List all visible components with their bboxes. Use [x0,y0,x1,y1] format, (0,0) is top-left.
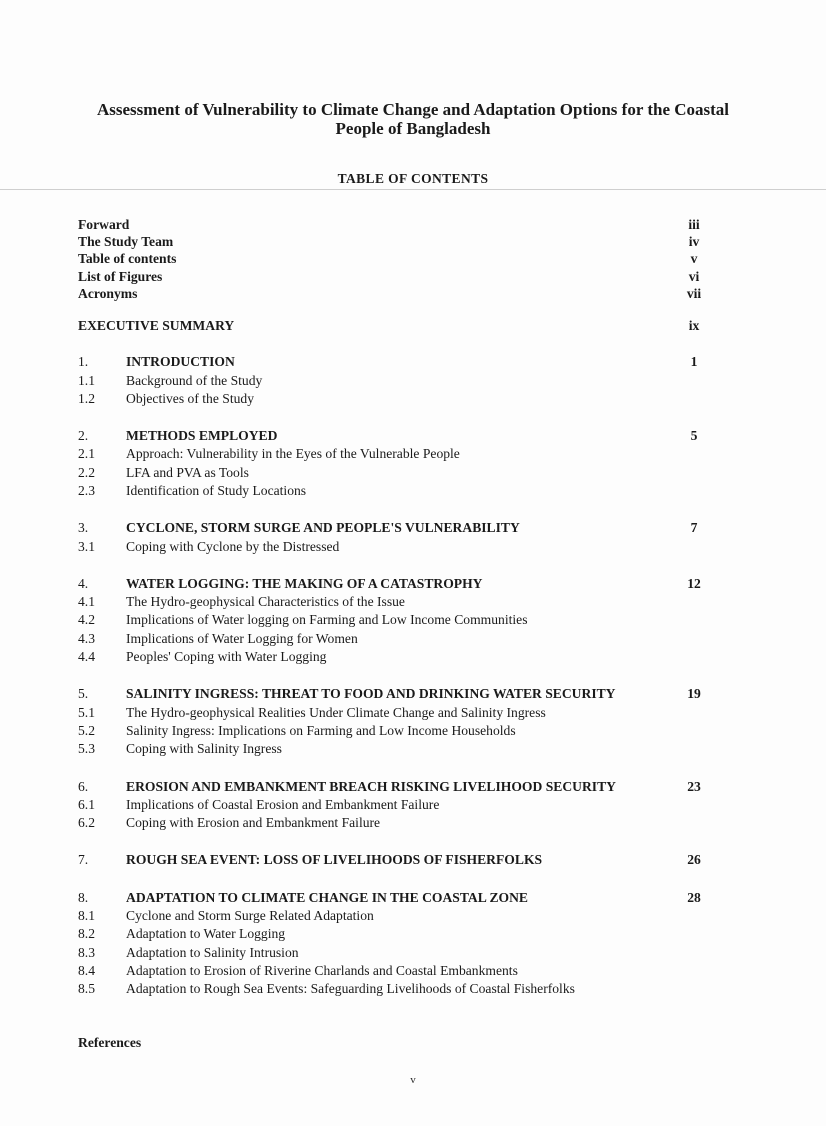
section-page-number: 26 [687,852,701,868]
toc-subsection-entry [78,980,716,998]
subsection-number: 5.1 [78,704,95,720]
subsection-number: 5.2 [78,722,95,738]
subsection-page-spacer [672,814,716,832]
toc-entry-front-matter [78,285,716,302]
subsection-title: Coping with Erosion and Embankment Failure [126,815,381,831]
toc-subsection-entry [78,796,716,814]
subsection-title: LFA and PVA as Tools [126,464,249,480]
subsection-title: Coping with Salinity Ingress [126,741,282,757]
section-title: SALINITY INGRESS: THREAT TO FOOD AND DRINKING WATER SECURITY [126,686,616,702]
toc-section-group [78,685,716,758]
subsection-title: Adaptation to Rough Sea Events: Safeguarding Livelihoods of Coastal Fisherfolks [126,981,575,997]
subsection-number: 2.3 [78,483,95,498]
entry-page-number: iii [688,217,700,232]
subsection-title: Implications of Coastal Erosion and Embankment Failure [126,796,440,812]
subsection-number: 6.2 [78,815,95,831]
toc-section-group [78,353,716,408]
subsection-title: Objectives of the Study [126,390,254,406]
toc-subsection-entry [78,482,716,500]
references-label: References [78,1034,142,1050]
entry-label: Acronyms [78,285,138,301]
subsection-title: The Hydro-geophysical Realities Under Climate Change and Salinity Ingress [126,704,546,720]
toc-subsection-entry [78,722,716,740]
section-number: 7. [78,852,89,868]
subsection-page-spacer [672,390,716,408]
subsection-title: Identification of Study Locations [126,483,307,498]
subsection-page-spacer [672,538,716,556]
toc-subsection-entry [78,445,716,463]
toc-section-heading [78,685,716,703]
subsection-page-spacer [672,962,716,980]
entry-label: EXECUTIVE SUMMARY [78,318,235,334]
toc-section-heading [78,851,716,869]
toc-entry-front-matter [78,268,716,285]
toc-entry-front-matter [78,216,716,233]
toc-section-heading [78,427,716,445]
subsection-number: 3.1 [78,538,95,554]
section-page-number: 5 [690,428,698,444]
subsection-page-spacer [672,722,716,740]
section-title: ROUGH SEA EVENT: LOSS OF LIVELIHOODS OF FISHERFOLKS [126,852,543,868]
subsection-page-spacer [672,925,716,943]
toc-subsection-entry [78,962,716,980]
subsection-number: 8.4 [78,962,95,978]
subsection-title: Implications of Water Logging for Women [126,630,358,646]
subsection-title: Adaptation to Salinity Intrusion [126,944,299,960]
section-title: METHODS EMPLOYED [126,428,278,444]
toc-section-group [78,778,716,833]
subsection-number: 5.3 [78,741,95,757]
toc-section-group [78,889,716,999]
subsection-title: Salinity Ingress: Implications on Farming and Low Income Households [126,722,516,738]
toc-subsection-entry [78,372,716,390]
subsection-page-spacer [672,593,716,611]
subsection-number: 8.5 [78,981,95,997]
toc-subsection-entry [78,704,716,722]
section-title: INTRODUCTION [126,354,235,370]
subsection-number: 8.2 [78,926,95,942]
section-number: 4. [78,575,89,591]
subsection-number: 2.1 [78,446,95,462]
toc-subsection-entry [78,464,716,482]
front-matter-list [78,216,716,302]
section-number: 1. [78,354,89,370]
toc-subsection-entry [78,593,716,611]
section-title: ADAPTATION TO CLIMATE CHANGE IN THE COASTAL ZONE [126,889,528,905]
subsection-title: Adaptation to Erosion of Riverine Charlands and Coastal Embankments [126,962,518,978]
toc-section-heading [78,889,716,907]
section-number: 2. [78,428,89,444]
toc-section-heading [78,353,716,371]
subsection-page-spacer [672,980,716,998]
toc-section-heading [78,778,716,796]
subsection-number: 1.2 [78,390,95,406]
toc-subsection-entry [78,390,716,408]
subsection-page-spacer [672,611,716,629]
subsection-number: 4.1 [78,594,95,610]
entry-label: List of Figures [78,268,163,284]
section-page-number: 1 [690,354,698,370]
section-page-number: 23 [687,778,701,794]
entry-label: The Study Team [78,234,174,250]
section-page-number: 7 [690,520,698,536]
toc-section-group [78,427,716,500]
entry-page-number: vi [688,268,700,284]
toc-section-group [78,519,716,556]
document-title-line2: People of Bangladesh [335,119,491,138]
subsection-number: 2.2 [78,464,95,480]
subsection-number: 6.1 [78,796,95,812]
table-of-contents [78,216,716,1052]
section-number: 6. [78,778,89,794]
subsection-page-spacer [672,648,716,666]
subsection-number: 8.3 [78,944,95,960]
entry-page-number: v [690,251,698,267]
toc-subsection-entry [78,944,716,962]
section-title: WATER LOGGING: THE MAKING OF A CATASTROPHY [126,575,483,591]
entry-page-number: ix [688,318,700,334]
subsection-page-spacer [672,796,716,814]
sections-list [78,353,716,998]
toc-entry-front-matter [78,250,716,267]
subsection-number: 4.2 [78,612,95,628]
subsection-page-spacer [672,482,716,500]
section-title: CYCLONE, STORM SURGE AND PEOPLE'S VULNERABILITY [126,520,520,536]
subsection-number: 4.3 [78,630,95,646]
subsection-title: Approach: Vulnerability in the Eyes of the Vulnerable People [126,446,460,462]
section-page-number: 12 [687,575,701,591]
subsection-title: Cyclone and Storm Surge Related Adaptation [126,908,374,924]
toc-subsection-entry [78,611,716,629]
subsection-page-spacer [672,464,716,482]
section-number: 8. [78,889,89,905]
toc-section-heading [78,575,716,593]
toc-subsection-entry [78,925,716,943]
entry-label: Forward [78,217,130,232]
subsection-number: 1.1 [78,372,95,388]
section-number: 5. [78,686,89,702]
subsection-page-spacer [672,372,716,390]
toc-entry-executive-summary [78,317,716,334]
section-number: 3. [78,520,89,536]
section-page-number: 28 [687,889,701,905]
subsection-page-spacer [672,740,716,758]
toc-section-group [78,851,716,869]
toc-subsection-entry [78,630,716,648]
subsection-title: Implications of Water logging on Farming and Low Income Communities [126,612,528,628]
toc-entry-front-matter [78,233,716,250]
entry-page-number: vii [686,285,702,301]
subsection-page-spacer [672,704,716,722]
toc-subsection-entry [78,740,716,758]
toc-section-heading [78,519,716,537]
toc-subsection-entry [78,648,716,666]
subsection-page-spacer [672,944,716,962]
toc-heading: TABLE OF CONTENTS [337,171,489,186]
toc-section-group [78,575,716,666]
subsection-page-spacer [672,907,716,925]
divider-rule [0,189,826,190]
subsection-title: Background of the Study [126,372,263,388]
subsection-title: Adaptation to Water Logging [126,926,286,942]
toc-subsection-entry [78,907,716,925]
toc-subsection-entry [78,538,716,556]
subsection-title: Coping with Cyclone by the Distressed [126,538,340,554]
entry-label: Table of contents [78,251,177,267]
section-title: EROSION AND EMBANKMENT BREACH RISKING LIVELIHOOD SECURITY [126,778,616,794]
toc-subsection-entry [78,814,716,832]
subsection-number: 4.4 [78,649,95,665]
page-number-footer: v [410,1074,416,1086]
section-page-number: 19 [687,686,701,702]
subsection-number: 8.1 [78,908,95,924]
subsection-title: The Hydro-geophysical Characteristics of the Issue [126,594,405,610]
entry-page-number: iv [688,234,700,250]
subsection-title: Peoples' Coping with Water Logging [126,649,327,665]
subsection-page-spacer [672,445,716,463]
subsection-page-spacer [672,630,716,648]
document-title [0,0,826,138]
document-title-line1: Assessment of Vulnerability to Climate Change and Adaptation Options for the Coastal [96,100,730,119]
